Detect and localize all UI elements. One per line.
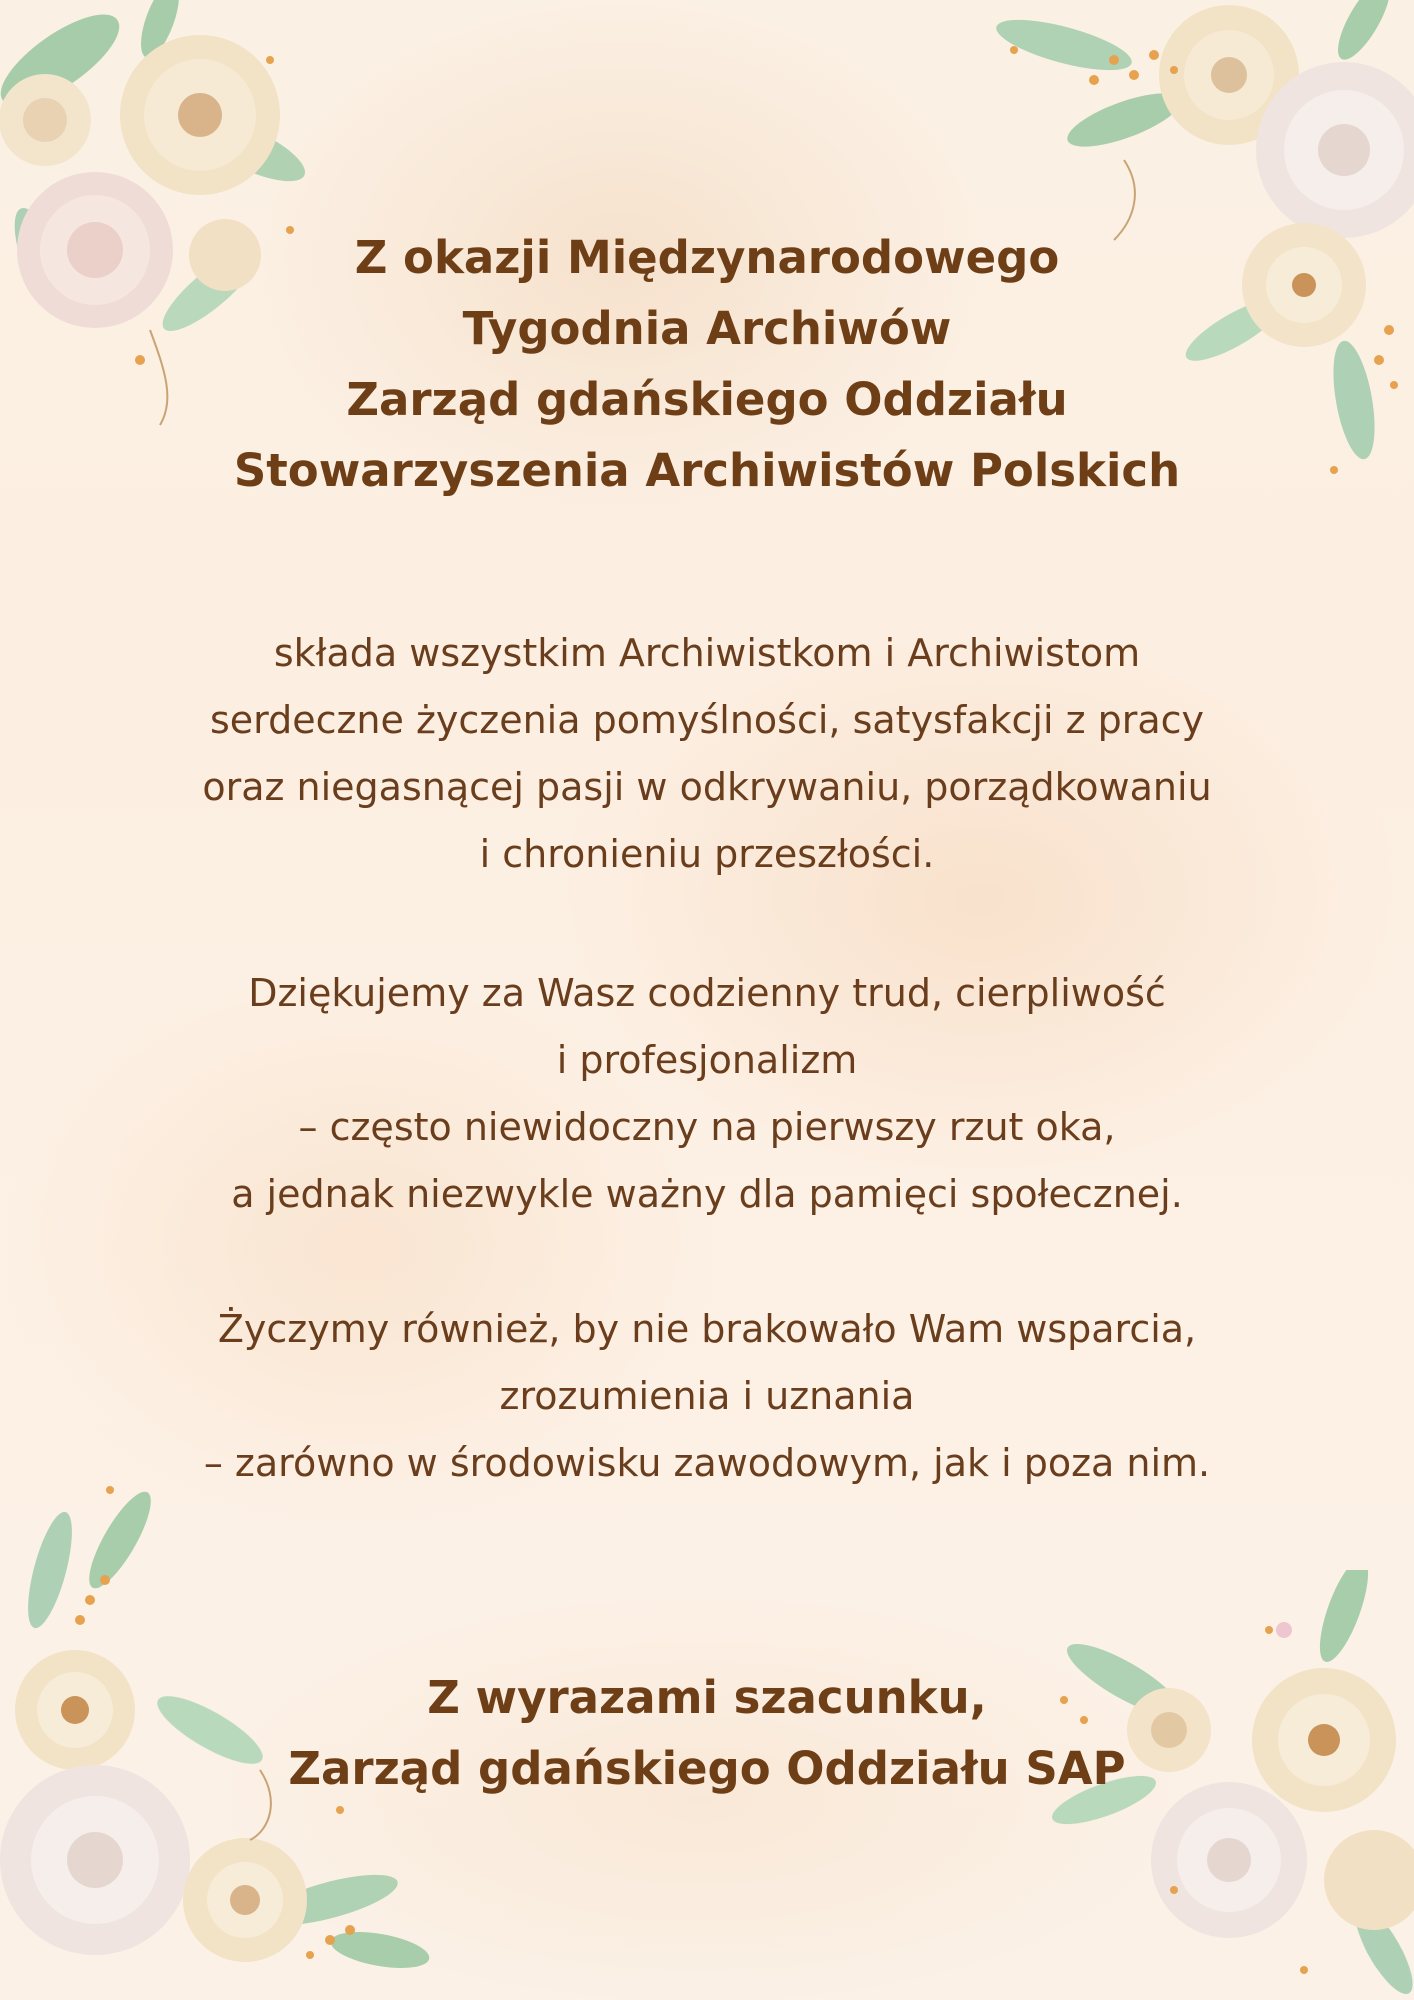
- paragraph-line: – często niewidoczny na pierwszy rzut oka,: [298, 1105, 1116, 1149]
- paragraph-line: Dziękujemy za Wasz codzienny trud, cierpliwość: [248, 971, 1166, 1015]
- paragraph-line: – zarówno w środowisku zawodowym, jak i poza nim.: [203, 1441, 1211, 1485]
- paragraph-support: [0, 1296, 1414, 1497]
- heading: [0, 222, 1414, 506]
- paragraph-wishes: [0, 620, 1414, 888]
- heading-line: Tygodnia Archiwów: [462, 302, 952, 355]
- paragraph-line: i profesjonalizm: [556, 1038, 858, 1082]
- closing-signature: [0, 1662, 1414, 1804]
- closing-line: Z wyrazami szacunku,: [427, 1671, 987, 1724]
- paragraph-line: serdeczne życzenia pomyślności, satysfakcji z pracy: [209, 698, 1205, 742]
- paragraph-line: Życzymy również, by nie brakowało Wam wsparcia,: [217, 1307, 1197, 1351]
- paragraph-line: oraz niegasnącej pasji w odkrywaniu, porządkowaniu: [202, 765, 1212, 809]
- heading-line: Zarząd gdańskiego Oddziału: [346, 373, 1068, 426]
- heading-line: Stowarzyszenia Archiwistów Polskich: [233, 444, 1181, 497]
- paragraph-line: a jednak niezwykle ważny dla pamięci społecznej.: [231, 1172, 1183, 1216]
- paragraph-thanks: [0, 960, 1414, 1228]
- closing-line: Zarząd gdańskiego Oddziału SAP: [288, 1742, 1126, 1795]
- paragraph-line: składa wszystkim Archiwistkom i Archiwistom: [273, 631, 1141, 675]
- heading-line: Z okazji Międzynarodowego: [354, 231, 1060, 284]
- paragraph-line: zrozumienia i uznania: [499, 1374, 915, 1418]
- paragraph-line: i chronieniu przeszłości.: [479, 832, 935, 876]
